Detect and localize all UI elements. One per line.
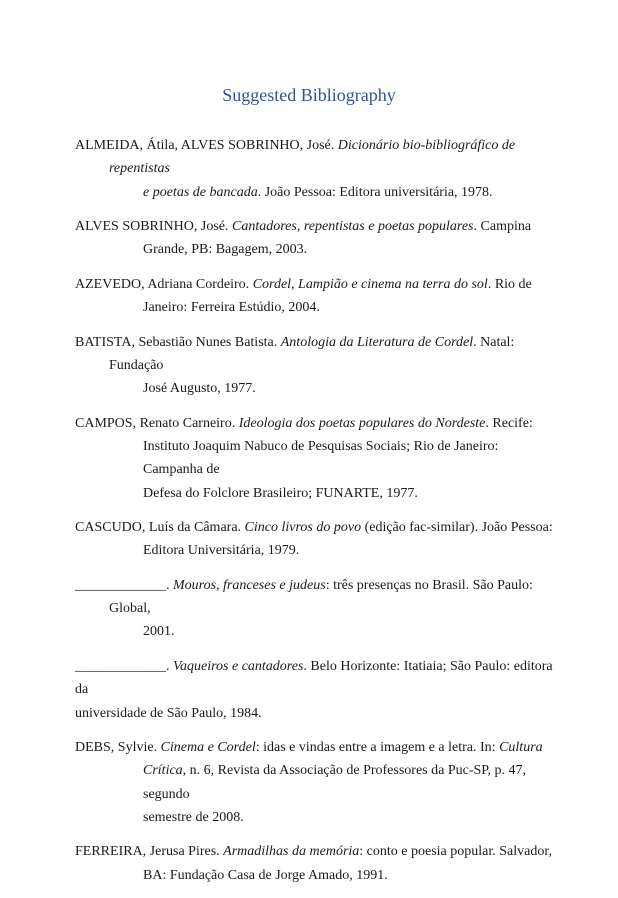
entry-line-1: ALMEIDA, Átila, ALVES SOBRINHO, José. Dicionário bio-bibliográfico de repentistas [75,138,516,177]
entry-line-1: CAMPOS, Renato Carneiro. Ideologia dos poetas populares do Nordeste. Recife: [75,415,533,431]
bibliography-entry [75,574,555,644]
entry-line-2: e poetas de bancada. João Pessoa: Editora universitária, 1978. [143,184,493,200]
entry-line-2: José Augusto, 1977. [143,381,256,397]
entry-line-2: Grande, PB: Bagagem, 2003. [143,242,308,258]
entry-line-2: universidade de São Paulo, 1984. [75,705,262,721]
entry-line-1: _____________. Vaqueiros e cantadores. Belo Horizonte: Itatiaia; São Paulo: editora da [75,658,553,698]
bibliography-entry [75,331,555,401]
entry-line-3: Defesa do Folclore Brasileiro; FUNARTE, 1977. [143,485,418,501]
entry-line-2: Janeiro: Ferreira Estúdio, 2004. [143,300,320,316]
bibliography-entry [75,655,555,725]
bibliography-entry [75,134,555,204]
bibliography-list [75,134,555,898]
entry-line-1: CASCUDO, Luís da Câmara. Cinco livros do povo (edição fac-similar). João Pessoa: [75,520,553,536]
bibliography-entry [75,215,555,262]
entry-line-1: ALVES SOBRINHO, José. Cantadores, repentistas e poetas populares. Campina [75,219,532,235]
bibliography-entry [75,273,555,320]
bibliography-entry [75,736,555,829]
entry-line-2: Instituto Joaquim Nabuco de Pesquisas Sociais; Rio de Janeiro: Campanha de [143,439,499,478]
entry-line-2: BA: Fundação Casa de Jorge Amado, 1991. [143,867,388,883]
entry-line-2: Editora Universitária, 1979. [143,543,300,559]
entry-line-1: DEBS, Sylvie. Cinema e Cordel: idas e vindas entre a imagem e a letra. In: Cultura [75,740,543,756]
bibliography-entry [75,840,555,887]
bibliography-entry [75,412,555,505]
entry-line-2: 2001. [143,624,175,640]
entry-line-1: FERREIRA, Jerusa Pires. Armadilhas da memória: conto e poesia popular. Salvador, [75,844,552,860]
entry-line-1: _____________. Mouros, franceses e judeus: três presenças no Brasil. São Paulo: Global, [75,577,533,617]
entry-line-1: BATISTA, Sebastião Nunes Batista. Antologia da Literatura de Cordel. Natal: Fundação [75,334,515,373]
bibliography-entry [75,516,555,563]
entry-line-2: Crítica, n. 6, Revista da Associação de Professores da Puc-SP, p. 47, segundo [143,763,527,802]
entry-line-1: AZEVEDO, Adriana Cordeiro. Cordel, Lampião e cinema na terra do sol. Rio de [75,276,532,292]
page-title: Suggested Bibliography [222,85,396,105]
entry-line-3: semestre de 2008. [143,809,244,825]
